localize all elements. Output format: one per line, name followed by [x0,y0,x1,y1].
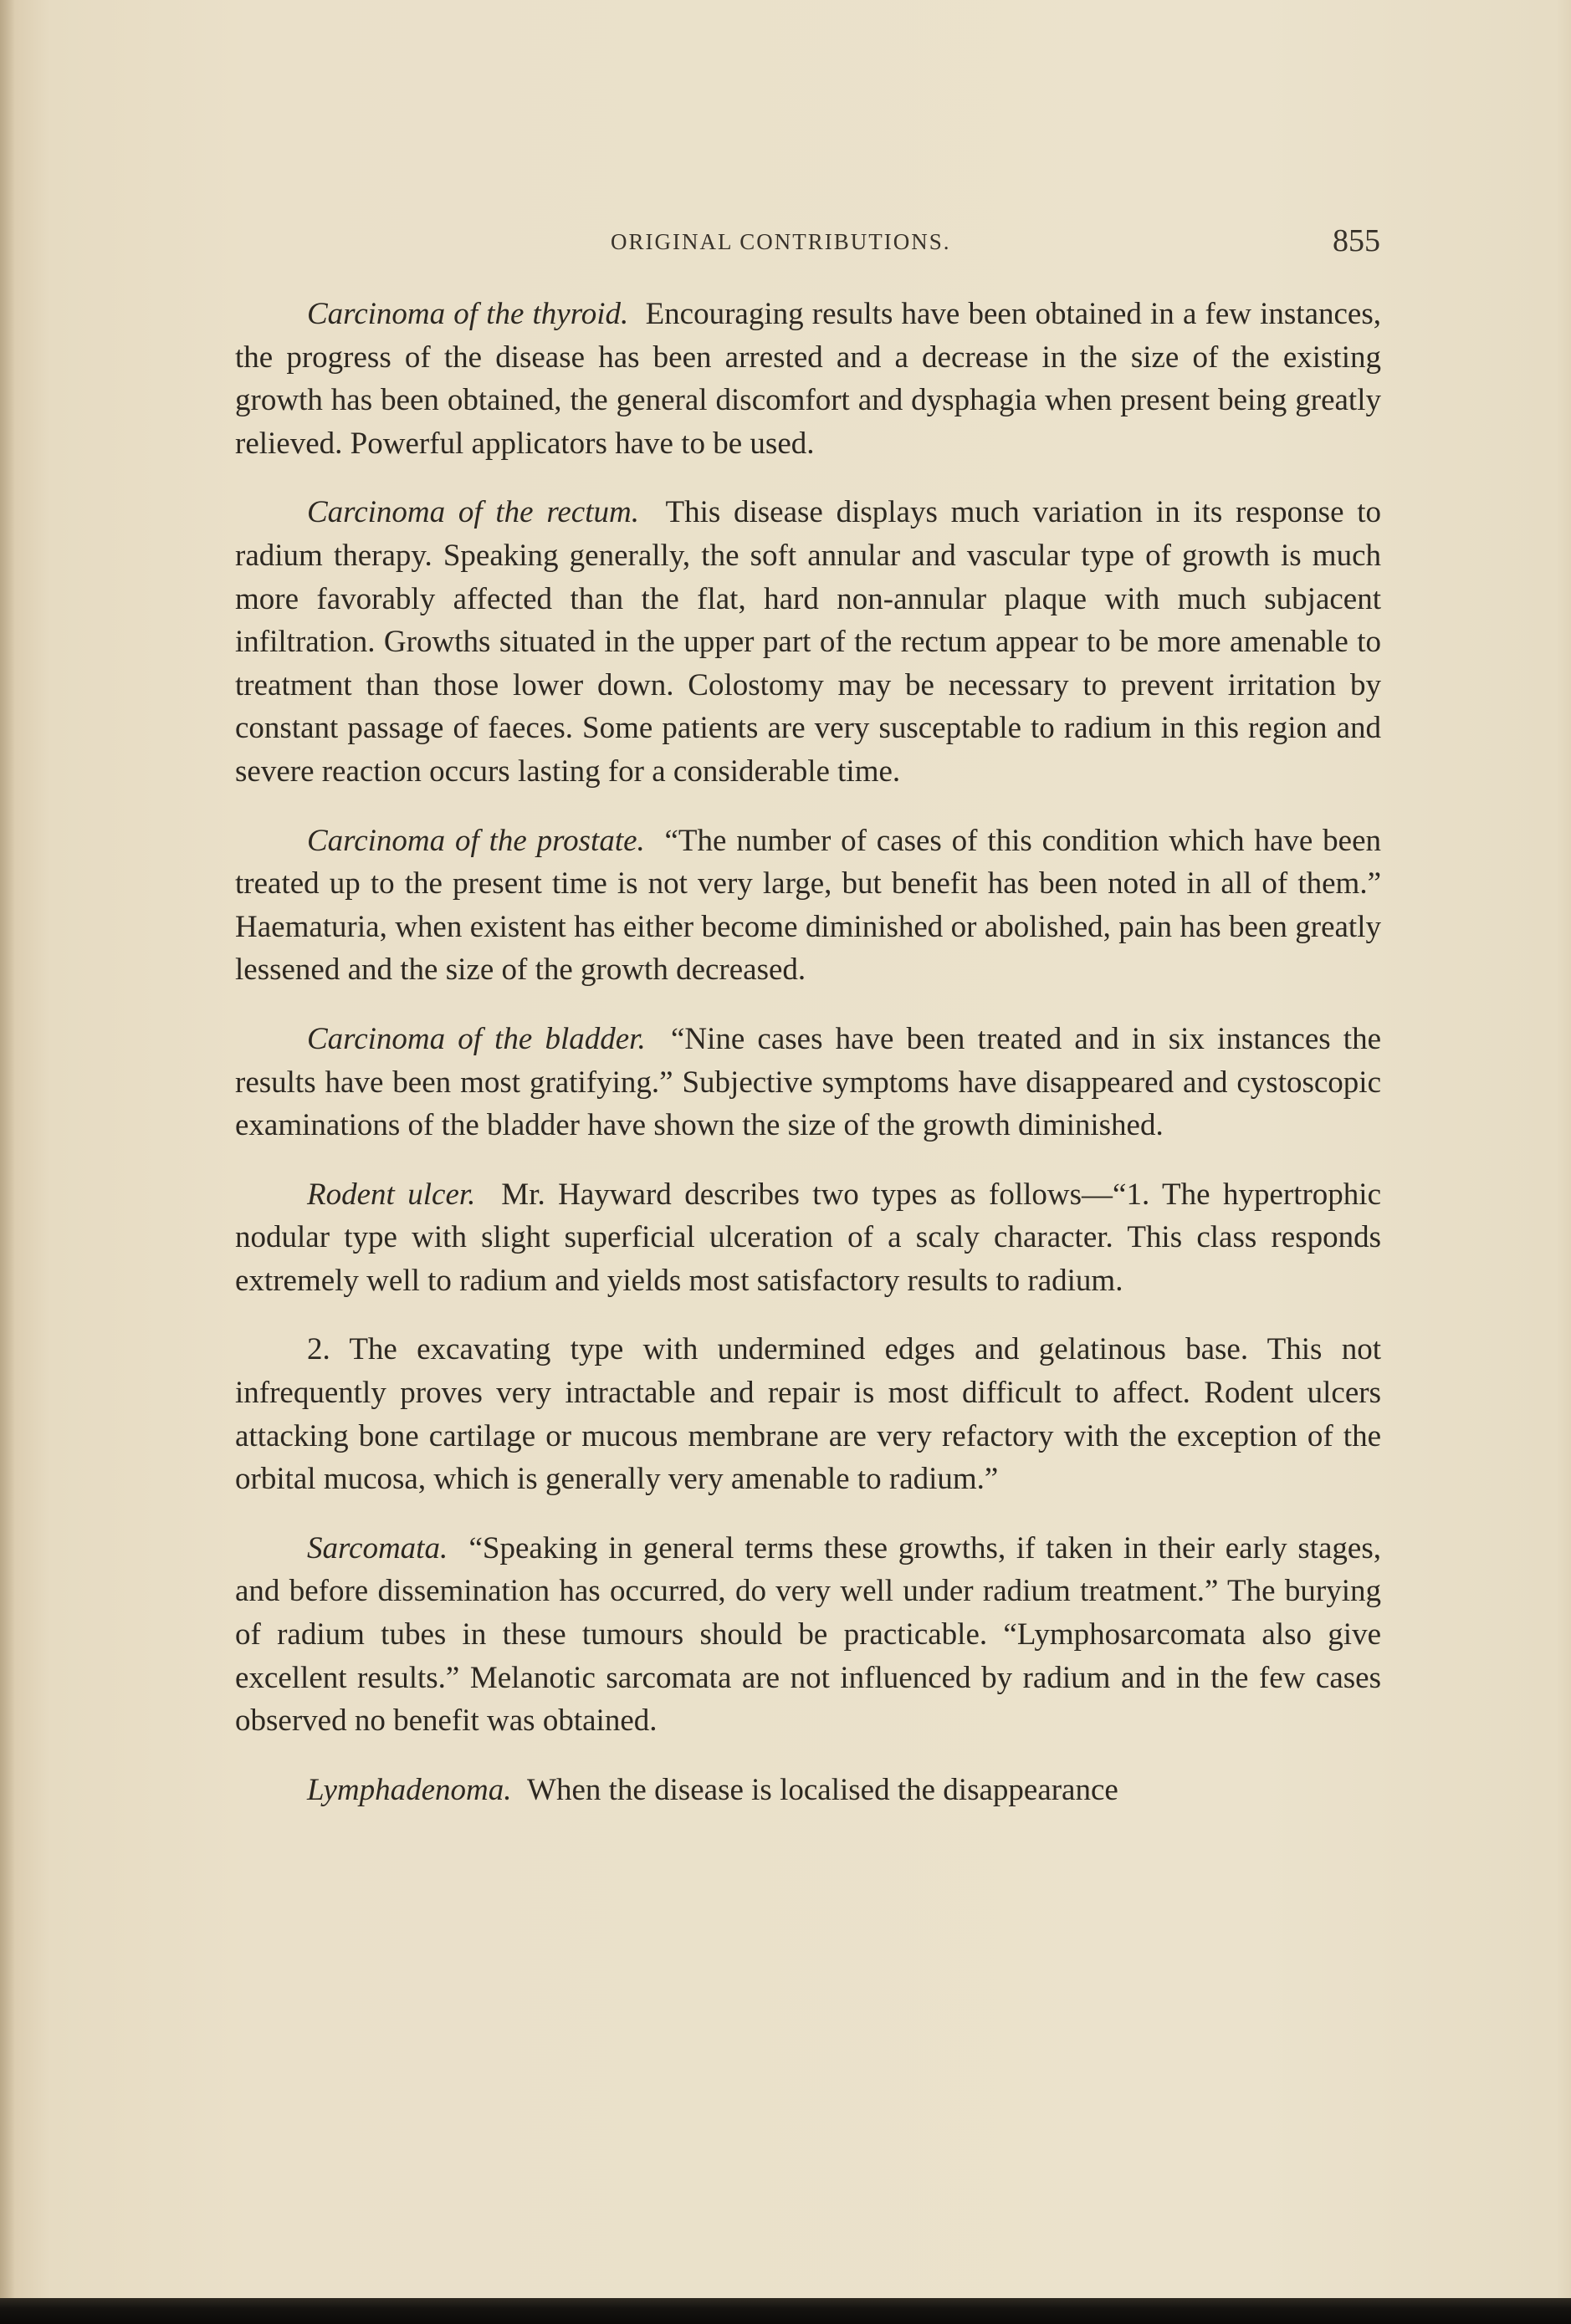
section-heading-thyroid: Carcinoma of the thyroid. [307,297,629,331]
section-heading-rodent-ulcer: Rodent ulcer. [307,1177,476,1212]
paragraph-text-rodent-ulcer-type-2: 2. The excavating type with undermined edges and gelatinous base. This not infrequently proves very intractable and repair is most difficult to affect. Rodent ulcers attacking bone cartilage or mucous membrane are very refactory with the exception of the orbital mucosa, which is generally very amenable to radium.” [235,1332,1381,1497]
paragraph-text-prostate: “The number of cases of this condition which have been treated up to the present time is not very large, but benefit has been noted in all of them.” Haematuria, when existent has either become diminished or abolished, pain has been greatly lessened and the size of the growth decreased. [235,823,1382,988]
paragraph-prostate [235,820,1381,992]
running-head [234,222,1380,264]
section-heading-bladder: Carcinoma of the bladder. [307,1021,646,1056]
paragraph-rectum [235,491,1381,793]
section-heading-rectum: Carcinoma of the rectum. [307,495,639,530]
paragraph-lymphadenoma [235,1769,1381,1812]
paragraph-bladder [235,1018,1381,1147]
running-title: ORIGINAL CONTRIBUTIONS. [611,229,951,254]
paragraph-sarcomata [235,1527,1381,1743]
paragraph-text-thyroid: Encouraging results have been obtained in a few instances, the progress of the disease has been arrested and a decrease in the size of the existing growth has been obtained, the general discomfort and dysphagia when present being greatly relieved. Powerful applicators have to be used. [235,297,1381,461]
paragraph-text-lymphadenoma: When the disease is localised the disappearance [527,1772,1118,1807]
paragraph-text-sarcomata: “Speaking in general terms these growths, if taken in their early stages, and before dissemination has occurred, do very well under radium treatment.” The burying of radium tubes in these tumours should be practicable. “Lymphosarcomata also give excellent results.” Melanotic sarcomata are not influenced by radium and in the few cases observed no benefit was obtained. [235,1530,1381,1739]
paragraph-rodent-ulcer [235,1173,1381,1303]
section-heading-sarcomata: Sarcomata. [307,1530,448,1566]
paragraph-thyroid [235,293,1381,465]
page-number: 855 [1333,223,1380,258]
paragraph-rodent-ulcer-type-2 [235,1328,1381,1500]
section-heading-lymphadenoma: Lymphadenoma. [307,1772,512,1807]
paragraph-text-bladder: “Nine cases have been treated and in six instances the results have been most gratifying.” Subjective symptoms have disappeared and cystoscopic examinations of the bladder have shown the size of the growth diminished. [235,1021,1381,1143]
section-heading-prostate: Carcinoma of the prostate. [307,823,645,858]
page-bottom-edge [0,2298,1571,2324]
paragraph-text-rodent-ulcer: Mr. Hayward describes two types as follows—“1. The hypertrophic nodular type with slight superficial ulceration of a scaly character. This class responds extremely well to radium and yields most satisfactory results to radium. [235,1177,1381,1298]
page-gutter-shadow [0,0,15,2324]
paragraph-text-rectum: This disease displays much variation in its response to radium therapy. Speaking generally, the soft annular and vascular type of growth is much more favorably affected than the flat, hard non-annular plaque with much subjacent infiltration. Growths situated in the upper part of the rectum appear to be more amenable to treatment than those lower down. Colostomy may be necessary to prevent irritation by constant passage of faeces. Some patients are very susceptable to radium in this region and severe reaction occurs lasting for a considerable time. [235,495,1382,789]
body-text [235,293,1381,1811]
